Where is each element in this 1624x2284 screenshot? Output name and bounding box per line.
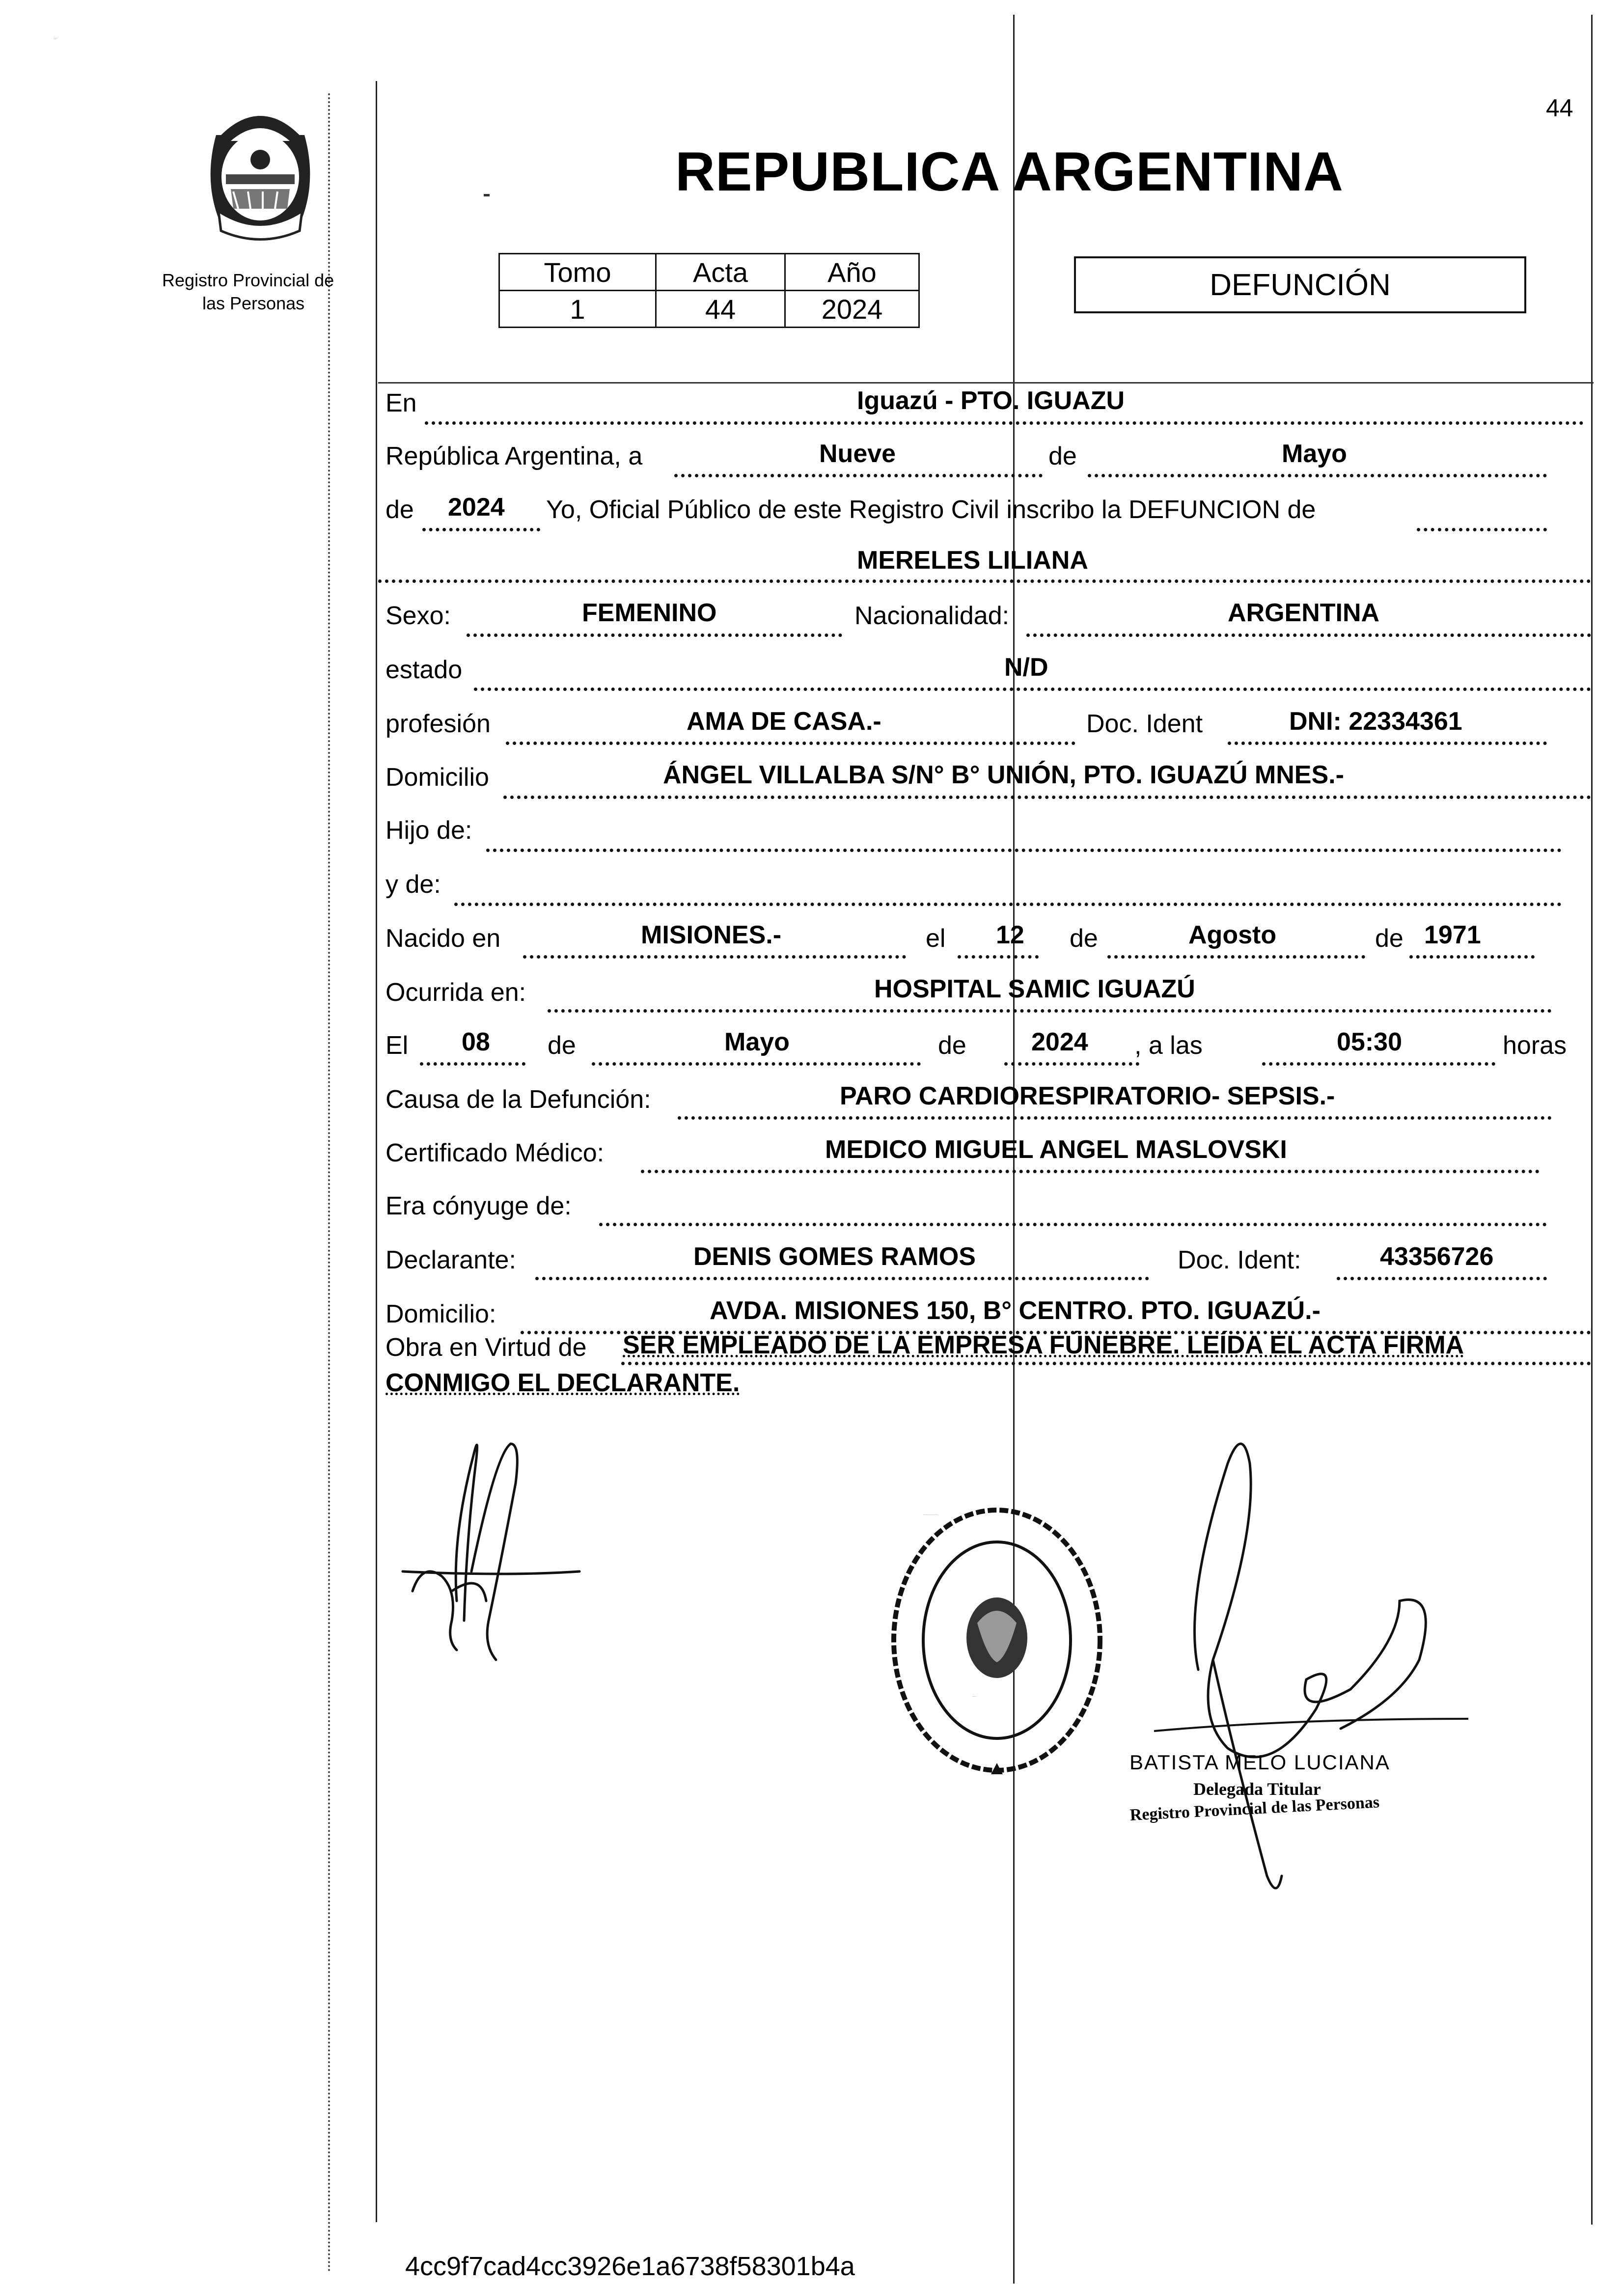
value-obra-line2: CONMIGO EL DECLARANTE. [385, 1369, 740, 1397]
label-declarante: Declarante: [385, 1246, 516, 1274]
dots-hijo [486, 849, 1562, 852]
country-title: REPUBLICA ARGENTINA [675, 141, 1344, 202]
dots-y-de [454, 903, 1562, 906]
label-birth-de1: de [1070, 924, 1098, 953]
dots-day [674, 474, 1043, 477]
label-domicilio: Domicilio [385, 763, 489, 792]
value-death-month: Mayo [724, 1028, 790, 1056]
dots-death-day [420, 1062, 525, 1066]
table-value-ano: 2024 [785, 291, 919, 328]
value-year: 2024 [448, 493, 505, 522]
value-causa: PARO CARDIORESPIRATORIO- SEPSIS.- [840, 1082, 1335, 1110]
label-doc-ident-2: Doc. Ident: [1178, 1246, 1301, 1274]
dots-declarante [535, 1277, 1149, 1280]
value-certificado: MEDICO MIGUEL ANGEL MASLOVSKI [825, 1135, 1287, 1164]
value-domicilio: ÁNGEL VILLALBA S/N° B° UNIÓN, PTO. IGUAZÚ MNES.- [663, 761, 1344, 789]
seal-text-bottom: MISIONES [54, 39, 56, 40]
dots-en [425, 421, 1584, 425]
table-value-tomo: 1 [499, 291, 656, 328]
title-mark [484, 194, 490, 196]
label-nacido: Nacido en [385, 924, 501, 953]
registry-stamp [879, 1490, 1115, 1795]
label-death-de2: de [938, 1031, 966, 1060]
table-header-acta: Acta [656, 254, 785, 291]
label-el: el [926, 924, 946, 953]
dots-nacionalidad [1026, 633, 1591, 637]
dots-month [1088, 474, 1547, 477]
dots-estado [474, 688, 1591, 691]
value-birth-year: 1971 [1424, 921, 1481, 949]
dots-birth-month [1107, 955, 1365, 959]
label-death-de1: de [548, 1031, 576, 1060]
dots-obra [621, 1362, 1591, 1365]
dots-domicilio [503, 796, 1591, 799]
value-month: Mayo [1282, 440, 1347, 468]
dots-profesion [506, 742, 1075, 745]
value-day-written: Nueve [819, 440, 896, 468]
label-y-de: y de: [385, 870, 441, 899]
registry-seal-icon [879, 1490, 1115, 1795]
dots-birth-year [1409, 955, 1535, 959]
document-hash: 4cc9f7cad4cc3926e1a6738f58301b4a [405, 2252, 855, 2281]
record-table [498, 253, 920, 328]
label-profesion: profesión [385, 710, 491, 738]
value-death-day: 08 [462, 1028, 490, 1056]
dots-causa [678, 1116, 1552, 1120]
official-office: Registro Provincial de las Personas [1129, 1793, 1380, 1824]
dots-birth-day [958, 955, 1039, 959]
value-domicilio-2: AVDA. MISIONES 150, B° CENTRO. PTO. IGUAZÚ.- [710, 1296, 1321, 1325]
label-causa: Causa de la Defunción: [385, 1085, 651, 1114]
value-obra-line1: SER EMPLEADO DE LA EMPRESA FÚNEBRE. LEÍDA EL ACTA FIRMA [623, 1331, 1464, 1359]
label-birth-de2: de [1375, 924, 1404, 953]
official-name: BATISTA MELO LUCIANA [1129, 1751, 1390, 1774]
table-value-acta: 44 [656, 291, 785, 328]
value-en: Iguazú - PTO. IGUAZU [857, 386, 1125, 415]
province-coat-of-arms-icon [189, 106, 331, 253]
left-perforation-line [328, 93, 330, 2274]
label-ocurrida: Ocurrida en: [385, 978, 526, 1007]
declarant-signature [383, 1414, 619, 1670]
dots-doc2 [1337, 1277, 1547, 1280]
label-el2: El [385, 1031, 409, 1060]
table-header-ano: Año [785, 254, 919, 291]
page-number: 44 [1546, 94, 1573, 122]
label-horas: horas [1503, 1031, 1567, 1060]
dots-year [422, 528, 540, 531]
signature-scribble-icon [383, 1414, 619, 1670]
record-type-box: DEFUNCIÓN [1074, 256, 1526, 313]
label-hijo-de: Hijo de: [385, 816, 472, 845]
row-separator [378, 382, 1594, 384]
label-estado: estado [385, 656, 463, 684]
dots-doc [1228, 742, 1547, 745]
dots-certificado [641, 1170, 1540, 1173]
value-nacido: MISIONES.- [641, 921, 782, 949]
province-logo [189, 106, 331, 253]
value-doc-ident-2: 43356726 [1380, 1242, 1494, 1271]
official-signature-scribble-icon [1144, 1404, 1478, 1920]
dots-sexo [467, 633, 842, 637]
label-sexo: Sexo: [385, 602, 451, 630]
value-estado: N/D [1004, 653, 1048, 682]
value-declarante: DENIS GOMES RAMOS [693, 1242, 976, 1271]
label-conyuge: Era cónyuge de: [385, 1192, 572, 1220]
registry-name-line2: las Personas [202, 293, 305, 313]
official-signature [1144, 1404, 1478, 1920]
label-inscribo: Yo, Oficial Público de este Registro Civil inscribo la DEFUNCION de [546, 495, 1316, 524]
dots-name [378, 579, 1591, 583]
value-profesion: AMA DE CASA.- [687, 707, 881, 736]
value-ocurrida: HOSPITAL SAMIC IGUAZÚ [874, 975, 1195, 1003]
right-margin-line [1591, 15, 1593, 2225]
label-year-prefix: de [385, 495, 414, 524]
label-nacionalidad: Nacionalidad: [854, 602, 1010, 630]
label-a-las: , a las [1134, 1031, 1203, 1060]
label-domicilio-2: Domicilio: [385, 1300, 496, 1328]
label-republica: República Argentina, a [385, 442, 643, 470]
official-title: Delegada Titular [1193, 1779, 1321, 1799]
dots-death-time [1262, 1062, 1495, 1066]
dots-death-month [592, 1062, 921, 1066]
dots-death-year [1004, 1062, 1139, 1066]
dots-inscribo [1417, 528, 1547, 531]
dots-conyuge [599, 1223, 1547, 1226]
value-death-time: 05:30 [1337, 1028, 1402, 1056]
label-de: de [1048, 442, 1077, 470]
dots-nacido [523, 955, 906, 959]
registry-name-line1: Registro Provincial de [162, 270, 334, 290]
label-certificado: Certificado Médico: [385, 1139, 605, 1167]
value-deceased-name: MERELES LILIANA [857, 546, 1088, 575]
value-birth-day: 12 [996, 921, 1024, 949]
label-en: En [385, 389, 417, 417]
value-death-year: 2024 [1031, 1028, 1088, 1056]
left-margin-line [376, 81, 377, 2222]
value-sexo: FEMENINO [582, 599, 717, 627]
value-doc-ident: DNI: 22334361 [1289, 707, 1462, 736]
label-doc-ident: Doc. Ident [1086, 710, 1203, 738]
label-obra: Obra en Virtud de [385, 1333, 587, 1362]
dots-ocurrida [548, 1009, 1552, 1013]
seal-text-top: PROVINCIA DE [54, 38, 58, 39]
value-birth-month: Agosto [1188, 921, 1277, 949]
value-nacionalidad: ARGENTINA [1228, 599, 1380, 627]
table-header-tomo: Tomo [499, 254, 656, 291]
